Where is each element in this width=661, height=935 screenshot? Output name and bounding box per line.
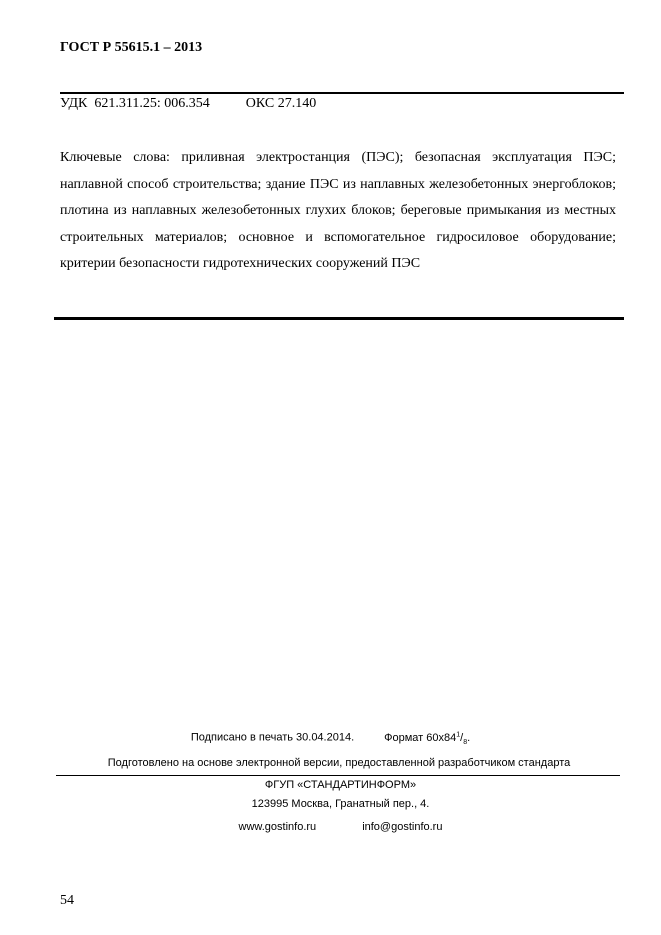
prepared-note: Подготовлено на основе электронной версии, предоставленной разработчиком стандарта	[107, 757, 571, 769]
okc-code: ОКС 27.140	[245, 96, 317, 111]
header-divider	[60, 92, 624, 94]
publisher-contacts	[0, 821, 661, 833]
document-code: ГОСТ Р 55615.1 – 2013	[60, 40, 203, 55]
print-info-line	[0, 731, 661, 746]
email-link[interactable]: info@gostinfo.ru	[362, 821, 443, 833]
keywords-divider	[54, 317, 624, 320]
publisher-name: ФГУП «СТАНДАРТИНФОРМ»	[264, 779, 417, 791]
format-sup: 1	[456, 731, 461, 738]
signed-date: Подписано в печать 30.04.2014.	[190, 731, 355, 744]
imprint-divider	[56, 775, 620, 776]
keywords-paragraph: Ключевые слова: приливная электростанция (ПЭС); безопасная эксплуатация ПЭС; наплавной способ строительства; здание ПЭС из наплавных железобетонных энергоблоков; плотина из наплавных железобетонных глухих блоков; береговые примыкания из местных строительных материалов; основное и вспомогательное гидросиловое оборудование; критерии безопасности гидротехнических сооружений ПЭС	[60, 150, 616, 271]
publisher-address: 123995 Москва, Гранатный пер., 4.	[251, 798, 430, 810]
page-number: 54	[60, 893, 74, 908]
format-info: Формат $60х84^1/_8$.	[384, 731, 471, 746]
format-sub: 8	[463, 738, 468, 746]
classification-line	[60, 96, 316, 112]
format-label: Формат 60х84	[384, 731, 457, 744]
format-end: .	[467, 731, 471, 744]
website-link[interactable]: www.gostinfo.ru	[238, 821, 317, 833]
udc-code: УДК 621.311.25: 006.354	[60, 96, 210, 111]
